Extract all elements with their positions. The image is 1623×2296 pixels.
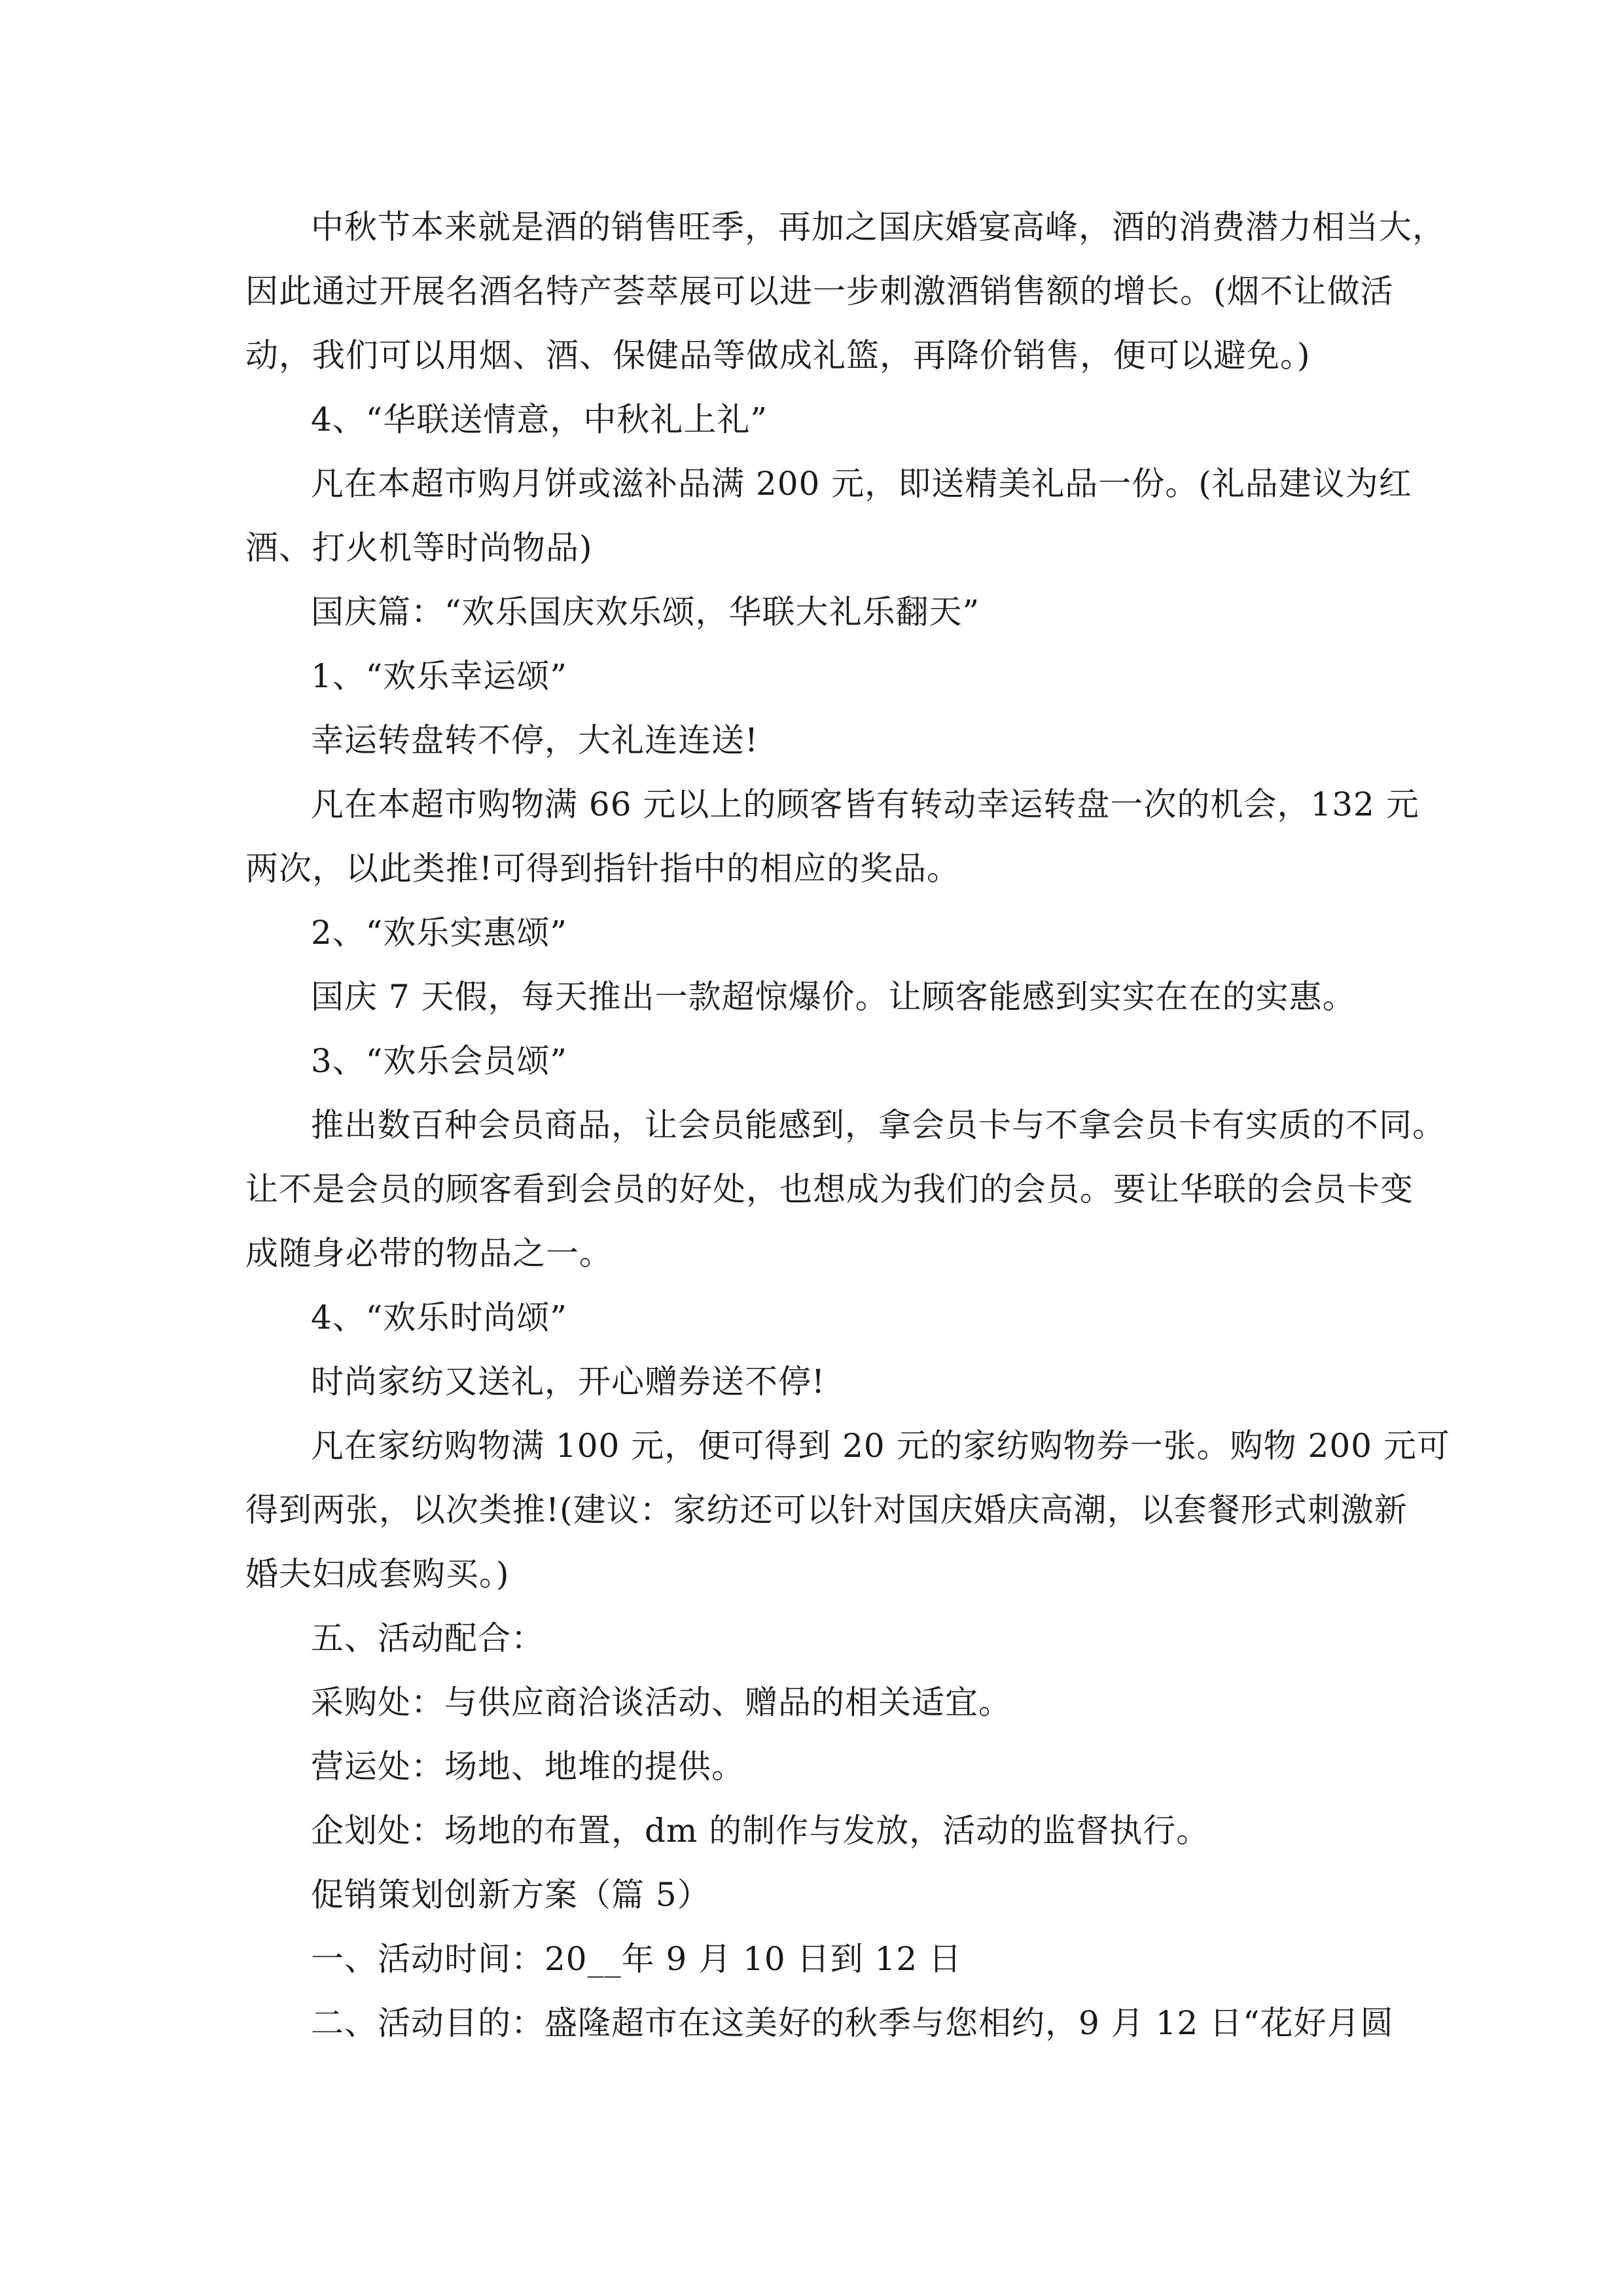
paragraph-line: 幸运转盘转不停，大礼连连送! bbox=[311, 721, 759, 759]
section-heading: 2、“欢乐实惠颂” bbox=[311, 914, 567, 952]
paragraph-line: 时尚家纺又送礼，开心赠券送不停! bbox=[311, 1363, 826, 1401]
paragraph-line: 两次，以此类推!可得到指针指中的相应的奖品。 bbox=[245, 850, 961, 888]
paragraph-line: 凡在本超市购月饼或滋补品满 200 元，即送精美礼品一份。(礼品建议为红 bbox=[311, 465, 1412, 503]
section-heading: 国庆篇：“欢乐国庆欢乐颂，华联大礼乐翻天” bbox=[311, 593, 980, 631]
paragraph-line: 成随身必带的物品之一。 bbox=[245, 1234, 613, 1272]
paragraph-line: 国庆 7 天假，每天推出一款超惊爆价。让顾客能感到实实在在的实惠。 bbox=[311, 978, 1356, 1016]
paragraph-line: 采购处：与供应商洽谈活动、赠品的相关适宜。 bbox=[311, 1683, 1012, 1721]
section-heading: 1、“欢乐幸运颂” bbox=[311, 657, 567, 695]
paragraph-line: 让不是会员的顾客看到会员的好处，也想成为我们的会员。要让华联的会员卡变 bbox=[245, 1170, 1414, 1208]
section-heading: 4、“欢乐时尚颂” bbox=[311, 1299, 567, 1336]
section-heading: 五、活动配合： bbox=[311, 1619, 544, 1657]
paragraph-line: 中秋节本来就是酒的销售旺季，再加之国庆婚宴高峰，酒的消费潜力相当大， bbox=[311, 208, 1446, 246]
paragraph-line: 一、活动时间：20__年 9 月 10 日到 12 日 bbox=[311, 1940, 963, 1978]
paragraph-line: 酒、打火机等时尚物品) bbox=[245, 529, 593, 567]
section-heading: 3、“欢乐会员颂” bbox=[311, 1042, 567, 1080]
paragraph-line: 因此通过开展名酒名特产荟萃展可以进一步刺激酒销售额的增长。(烟不让做活 bbox=[245, 272, 1394, 310]
paragraph-line: 得到两张，以次类推!(建议：家纺还可以针对国庆婚庆高潮，以套餐形式刺激新 bbox=[245, 1491, 1408, 1529]
paragraph-line: 二、活动目的：盛隆超市在这美好的秋季与您相约，9 月 12 日“花好月圆 bbox=[311, 2004, 1394, 2042]
paragraph-line: 营运处：场地、地堆的提供。 bbox=[311, 1748, 745, 1785]
paragraph-line: 推出数百种会员商品，让会员能感到，拿会员卡与不拿会员卡有实质的不同。 bbox=[311, 1106, 1446, 1144]
section-heading: 促销策划创新方案（篇 5） bbox=[311, 1876, 711, 1914]
paragraph-line: 凡在本超市购物满 66 元以上的顾客皆有转动幸运转盘一次的机会，132 元 bbox=[311, 785, 1419, 823]
paragraph-line: 凡在家纺购物满 100 元，便可得到 20 元的家纺购物券一张。购物 200 元可 bbox=[311, 1427, 1450, 1465]
paragraph-line: 企划处：场地的布置，dm 的制作与发放，活动的监督执行。 bbox=[311, 1812, 1210, 1850]
paragraph-line: 婚夫妇成套购买。) bbox=[245, 1555, 510, 1593]
paragraph-line: 动，我们可以用烟、酒、保健品等做成礼篮，再降价销售，便可以避免。) bbox=[245, 336, 1311, 374]
section-heading: 4、“华联送情意，中秋礼上礼” bbox=[311, 401, 768, 439]
